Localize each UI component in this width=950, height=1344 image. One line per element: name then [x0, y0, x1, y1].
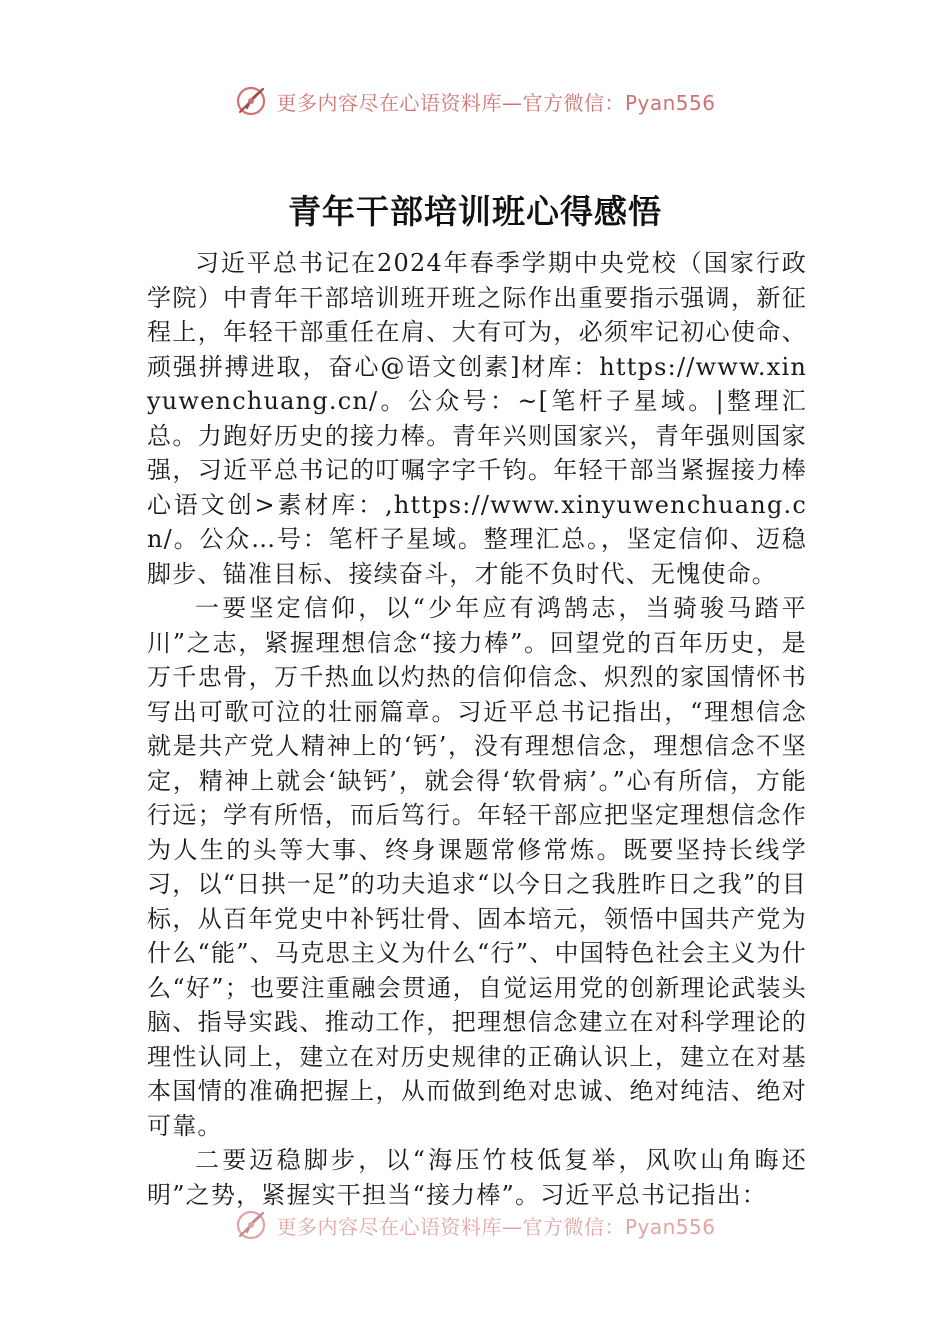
paragraph: 习近平总书记在2024年春季学期中央党校（国家行政学院）中青年干部培训班开班之际作出重要指示强调，新征程上，年轻干部重任在肩、大有可为，必须牢记初心使命、顽强拼搏进取，奋心@语文创素]材库：https://www.xinyuwenchuang.cn/。公众号：~[笔杆子星域。|整理汇总。力跑好历史的接力棒。青年兴则国家兴，青年强则国家强，习近平总书记的叮嘱字字千钧。年轻干部当紧握接力棒心语文创>素材库：,https://www.xinyuwenchuang.cn/。公众…号：笔杆子星域。整理汇总。，坚定信仰、迈稳脚步、锚准目标、接续奋斗，才能不负时代、无愧使命。: [147, 249, 807, 588]
paragraph: 一要坚定信仰，以“少年应有鸿鹄志，当骑骏马踏平川”之志，紧握理想信念“接力棒”。回望党的百年历史，是万千忠骨，万千热血以灼热的信仰信念、炽烈的家国情怀书写出可歌可泣的壮丽篇章。习近平总书记指出，“理想信念就是共产党人精神上的‘钙’，没有理想信念，理想信念不坚定，精神上就会‘缺钙’，就会得‘软骨病’。”心有所信，方能行远；学有所悟，而后笃行。年轻干部应把坚定理想信念作为人生的头等大事、终身课题常修常炼。既要坚持长线学习，以“日拱一足”的功夫追求“以今日之我胜昨日之我”的目标，从百年党史中补钙壮骨、固本培元，领悟中国共产党为什么“能”、马克思主义为什么“行”、中国特色社会主义为什么“好”；也要注重融会贯通，自觉运用党的创新理论武装头脑、指导实践、推动工作，把理想信念建立在对科学理论的理性认同上，建立在对历史规律的正确认识上，建立在对基本国情的准确把握上，从而做到绝对忠诚、绝对纯洁、绝对可靠。: [147, 594, 807, 1140]
document-body: [147, 246, 807, 1212]
watermark-header: [0, 84, 950, 118]
paragraph: 二要迈稳脚步，以“海压竹枝低复举，风吹山角晦还明”之势，紧握实干担当“接力棒”。习近平总书记指出：: [147, 1146, 807, 1209]
watermark-text: 更多内容尽在心语资料库—官方微信：Pyan556: [276, 1214, 716, 1239]
watermark-text: 更多内容尽在心语资料库—官方微信：Pyan556: [276, 90, 716, 115]
quill-logo-icon: [234, 84, 268, 118]
document-title: 青年干部培训班心得感悟: [288, 192, 662, 231]
watermark-footer: [0, 1208, 950, 1242]
quill-logo-icon: [234, 1208, 268, 1242]
